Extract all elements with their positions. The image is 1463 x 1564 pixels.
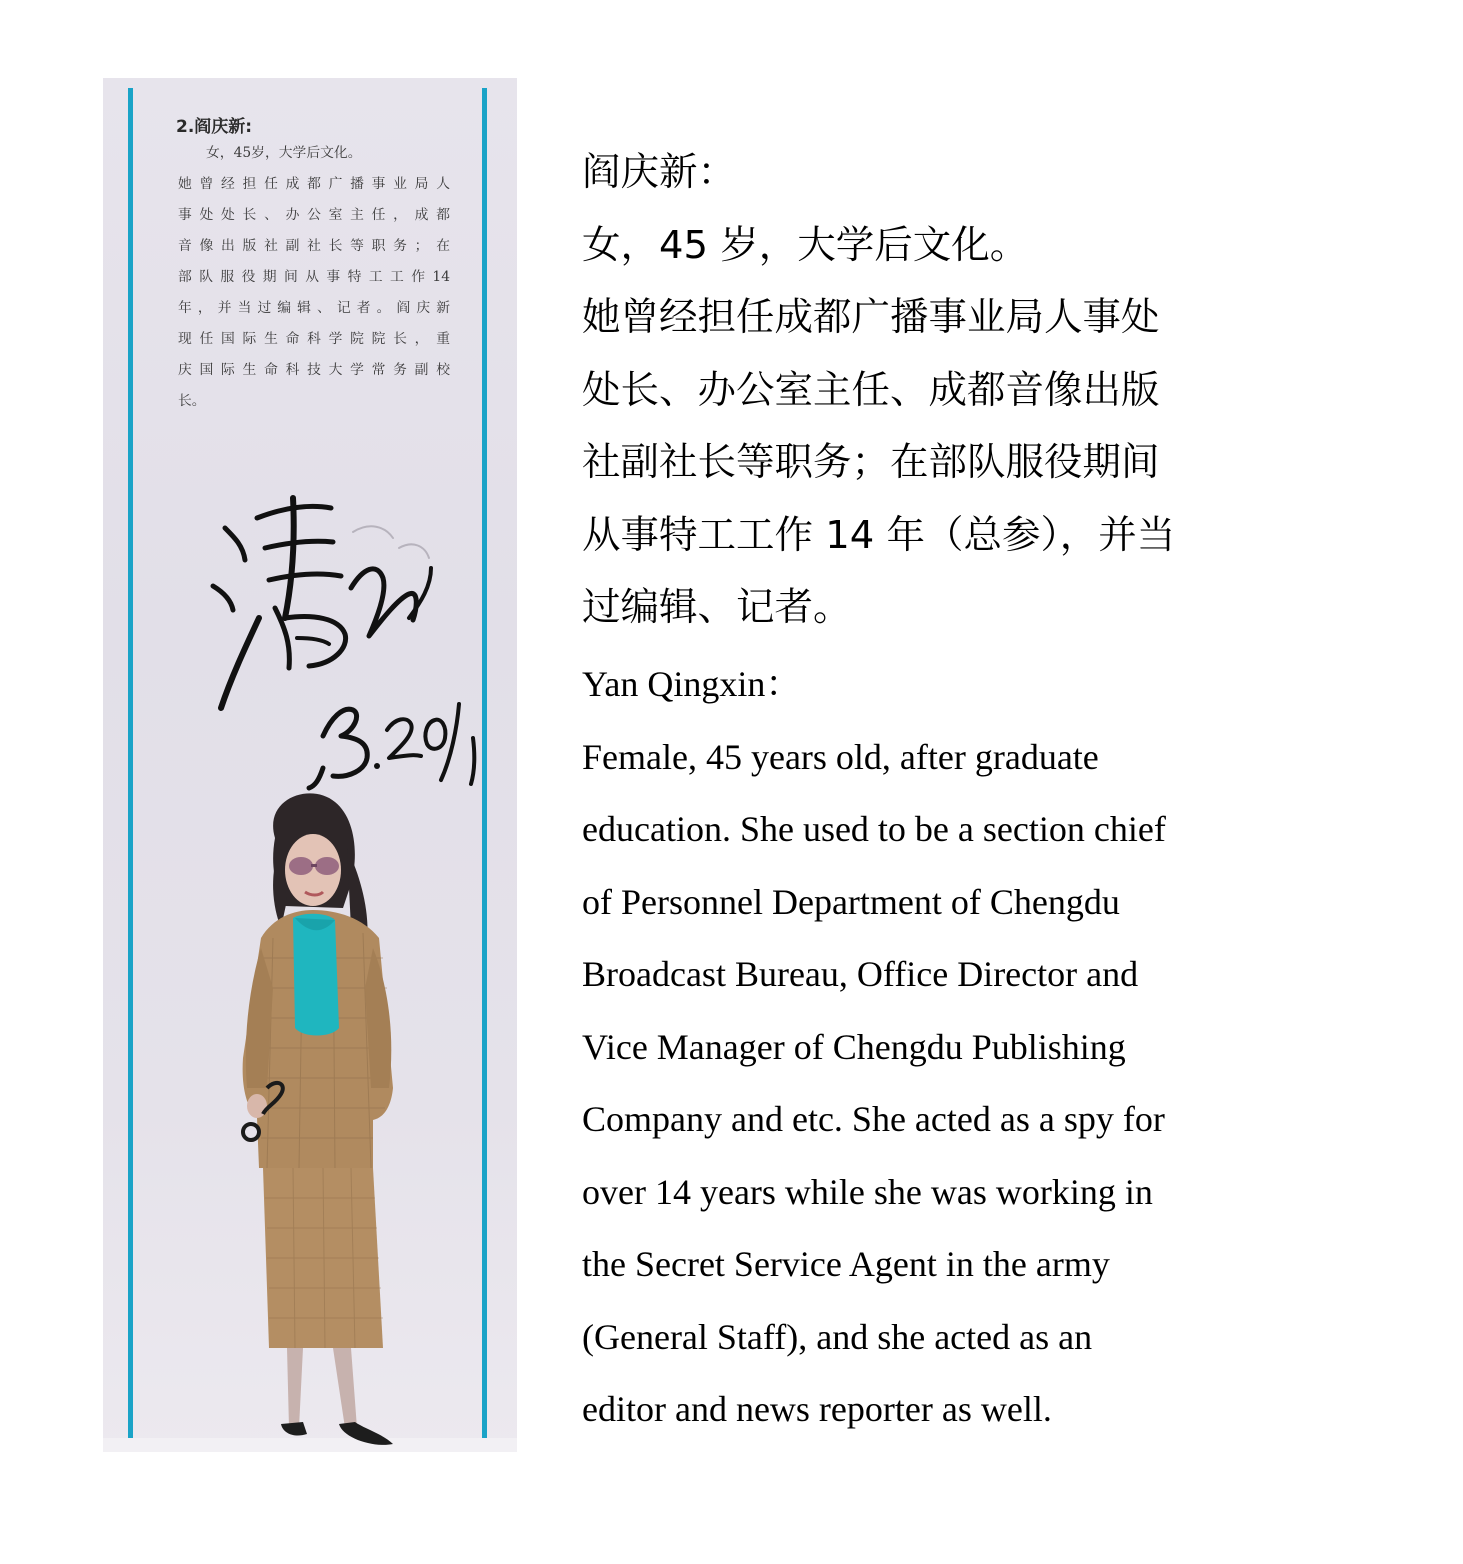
english-line: the Secret Service Agent in the army <box>582 1244 1110 1284</box>
english-translation <box>582 648 1402 1446</box>
chinese-line: 从事特工工作 14 年（总参），并当 <box>582 512 1176 558</box>
english-line: over 14 years while she was working in <box>582 1171 1153 1212</box>
chinese-transcription <box>582 137 1382 645</box>
clipping-line: 事处处长、办公室主任，成都 <box>178 207 450 223</box>
english-line: Yan Qingxin： <box>582 664 802 704</box>
clipping-text <box>178 138 450 417</box>
handwritten-signature <box>173 468 503 798</box>
chinese-line: 她曾经担任成都广播事业局人事处 <box>582 295 1160 340</box>
clipping-line: 女，45岁，大学后文化。 <box>206 145 362 161</box>
english-line: (General Staff), and she acted as an <box>582 1316 1093 1357</box>
clipping-line: 长。 <box>178 393 206 409</box>
clipping-line: 现任国际生命科学院院长，重 <box>178 331 450 347</box>
english-line: of Personnel Department of Chengdu <box>582 881 1120 922</box>
english-line: education. She used to be a section chief <box>582 809 1166 849</box>
chinese-line: 处长、办公室主任、成都音像出版 <box>582 367 1160 413</box>
clipping-line: 年，并当过编辑、记者。阎庆新 <box>178 300 450 316</box>
clipping-line: 她曾经担任成都广播事业局人 <box>178 176 450 192</box>
clipping-border-left <box>128 88 133 1442</box>
scanned-clipping <box>103 78 517 1452</box>
chinese-line: 过编辑、记者。 <box>582 585 852 630</box>
english-line: Company and etc. She acted as a spy for <box>582 1099 1165 1139</box>
clipping-line: 部队服役期间从事特工工作14 <box>178 269 450 285</box>
english-line: Female, 45 years old, after graduate <box>582 736 1099 777</box>
english-line: editor and news reporter as well. <box>582 1389 1052 1429</box>
clipping-line: 音像出版社副社长等职务；在 <box>178 238 450 254</box>
clipping-line: 庆国际生命科技大学常务副校 <box>178 362 450 378</box>
english-line: Vice Manager of Chengdu Publishing <box>582 1026 1126 1067</box>
clipping-heading: 2.阎庆新: <box>176 117 253 137</box>
chinese-line: 女，45 岁，大学后文化。 <box>582 222 1029 268</box>
chinese-line: 阎庆新： <box>582 150 737 195</box>
portrait-photo <box>223 788 423 1448</box>
chinese-line: 社副社长等职务；在部队服役期间 <box>582 440 1160 485</box>
english-line: Broadcast Bureau, Office Director and <box>582 954 1139 994</box>
